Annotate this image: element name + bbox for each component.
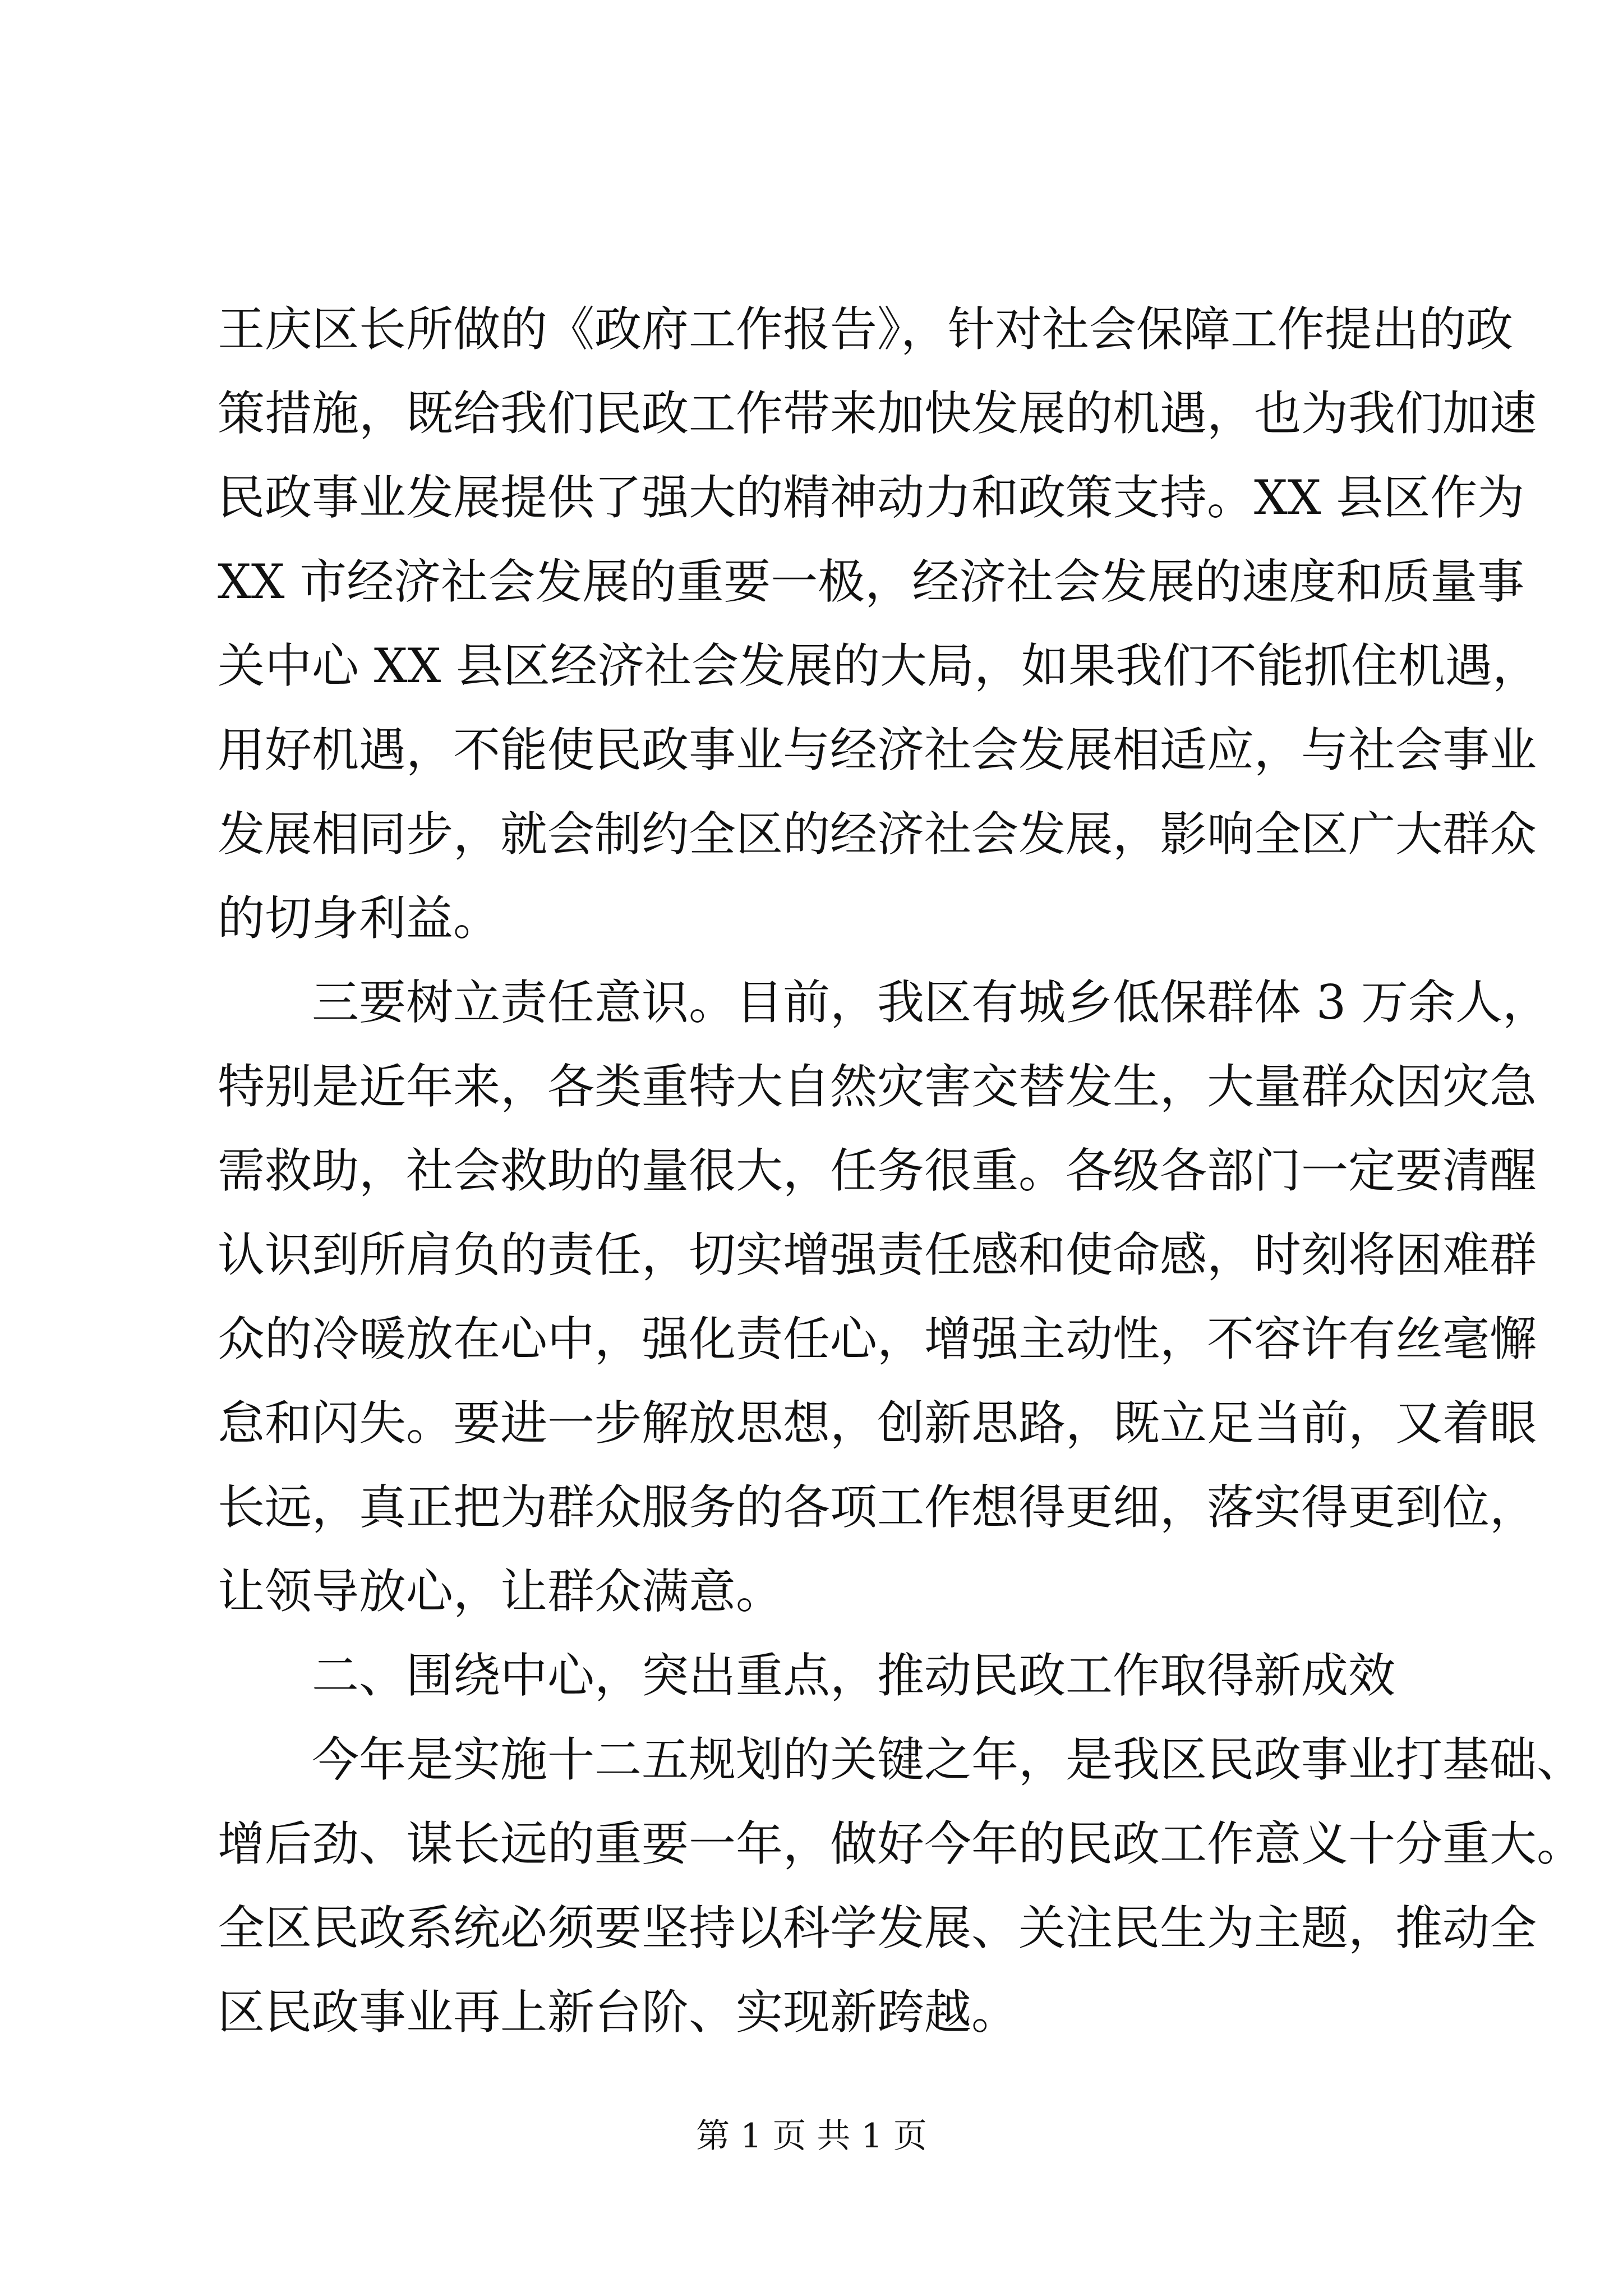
text-line: 特别是近年来，各类重特大自然灾害交替发生，大量群众因灾急: [218, 1059, 1537, 1114]
text-line: 今年是实施十二五规划的关键之年，是我区民政事业打基础、: [218, 1732, 1584, 1787]
text-line: 民政事业发展提供了强大的精神动力和政策支持。XX 县区作为: [218, 470, 1525, 525]
text-line: 三要树立责任意识。目前，我区有城乡低保群体 3 万余人，: [218, 975, 1550, 1030]
text-line: 需救助，社会救助的量很大，任务很重。各级各部门一定要清醒: [218, 1143, 1537, 1198]
text-line: 的切身利益。: [218, 891, 501, 946]
text-line: 增后劲、谋长远的重要一年，做好今年的民政工作意义十分重大。: [218, 1816, 1584, 1871]
text-line: 长远，真正把为群众服务的各项工作想得更细，落实得更到位，: [218, 1480, 1537, 1535]
text-line: XX 市经济社会发展的重要一极，经济社会发展的速度和质量事: [218, 554, 1525, 609]
text-line: 策措施，既给我们民政工作带来加快发展的机遇，也为我们加速: [218, 386, 1537, 441]
text-line: 区民政事业再上新台阶、实现新跨越。: [218, 1985, 1019, 2040]
text-line: 怠和闪失。要进一步解放思想，创新思路，既立足当前，又着眼: [218, 1396, 1537, 1451]
text-line: 用好机遇，不能使民政事业与经济社会发展相适应，与社会事业: [218, 723, 1537, 777]
page-number: 第 1 页 共 1 页: [696, 2116, 927, 2156]
text-line: 王庆区长所做的《政府工作报告》，针对社会保障工作提出的政: [218, 302, 1514, 357]
text-line: 发展相同步，就会制约全区的经济社会发展，影响全区广大群众: [218, 807, 1537, 862]
page-footer: [0, 2114, 1623, 2159]
body-text: [218, 287, 1584, 2054]
text-line: 关中心 XX 县区经济社会发展的大局，如果我们不能抓住机遇，: [218, 638, 1540, 693]
text-line: 全区民政系统必须要坚持以科学发展、关注民生为主题，推动全: [218, 1901, 1537, 1955]
text-line: 认识到所肩负的责任，切实增强责任感和使命感，时刻将困难群: [218, 1227, 1537, 1282]
text-line: 众的冷暖放在心中，强化责任心，增强主动性，不容许有丝毫懈: [218, 1312, 1537, 1366]
section-heading: 二、围绕中心，突出重点，推动民政工作取得新成效: [218, 1648, 1396, 1703]
text-line: 让领导放心，让群众满意。: [218, 1564, 783, 1619]
